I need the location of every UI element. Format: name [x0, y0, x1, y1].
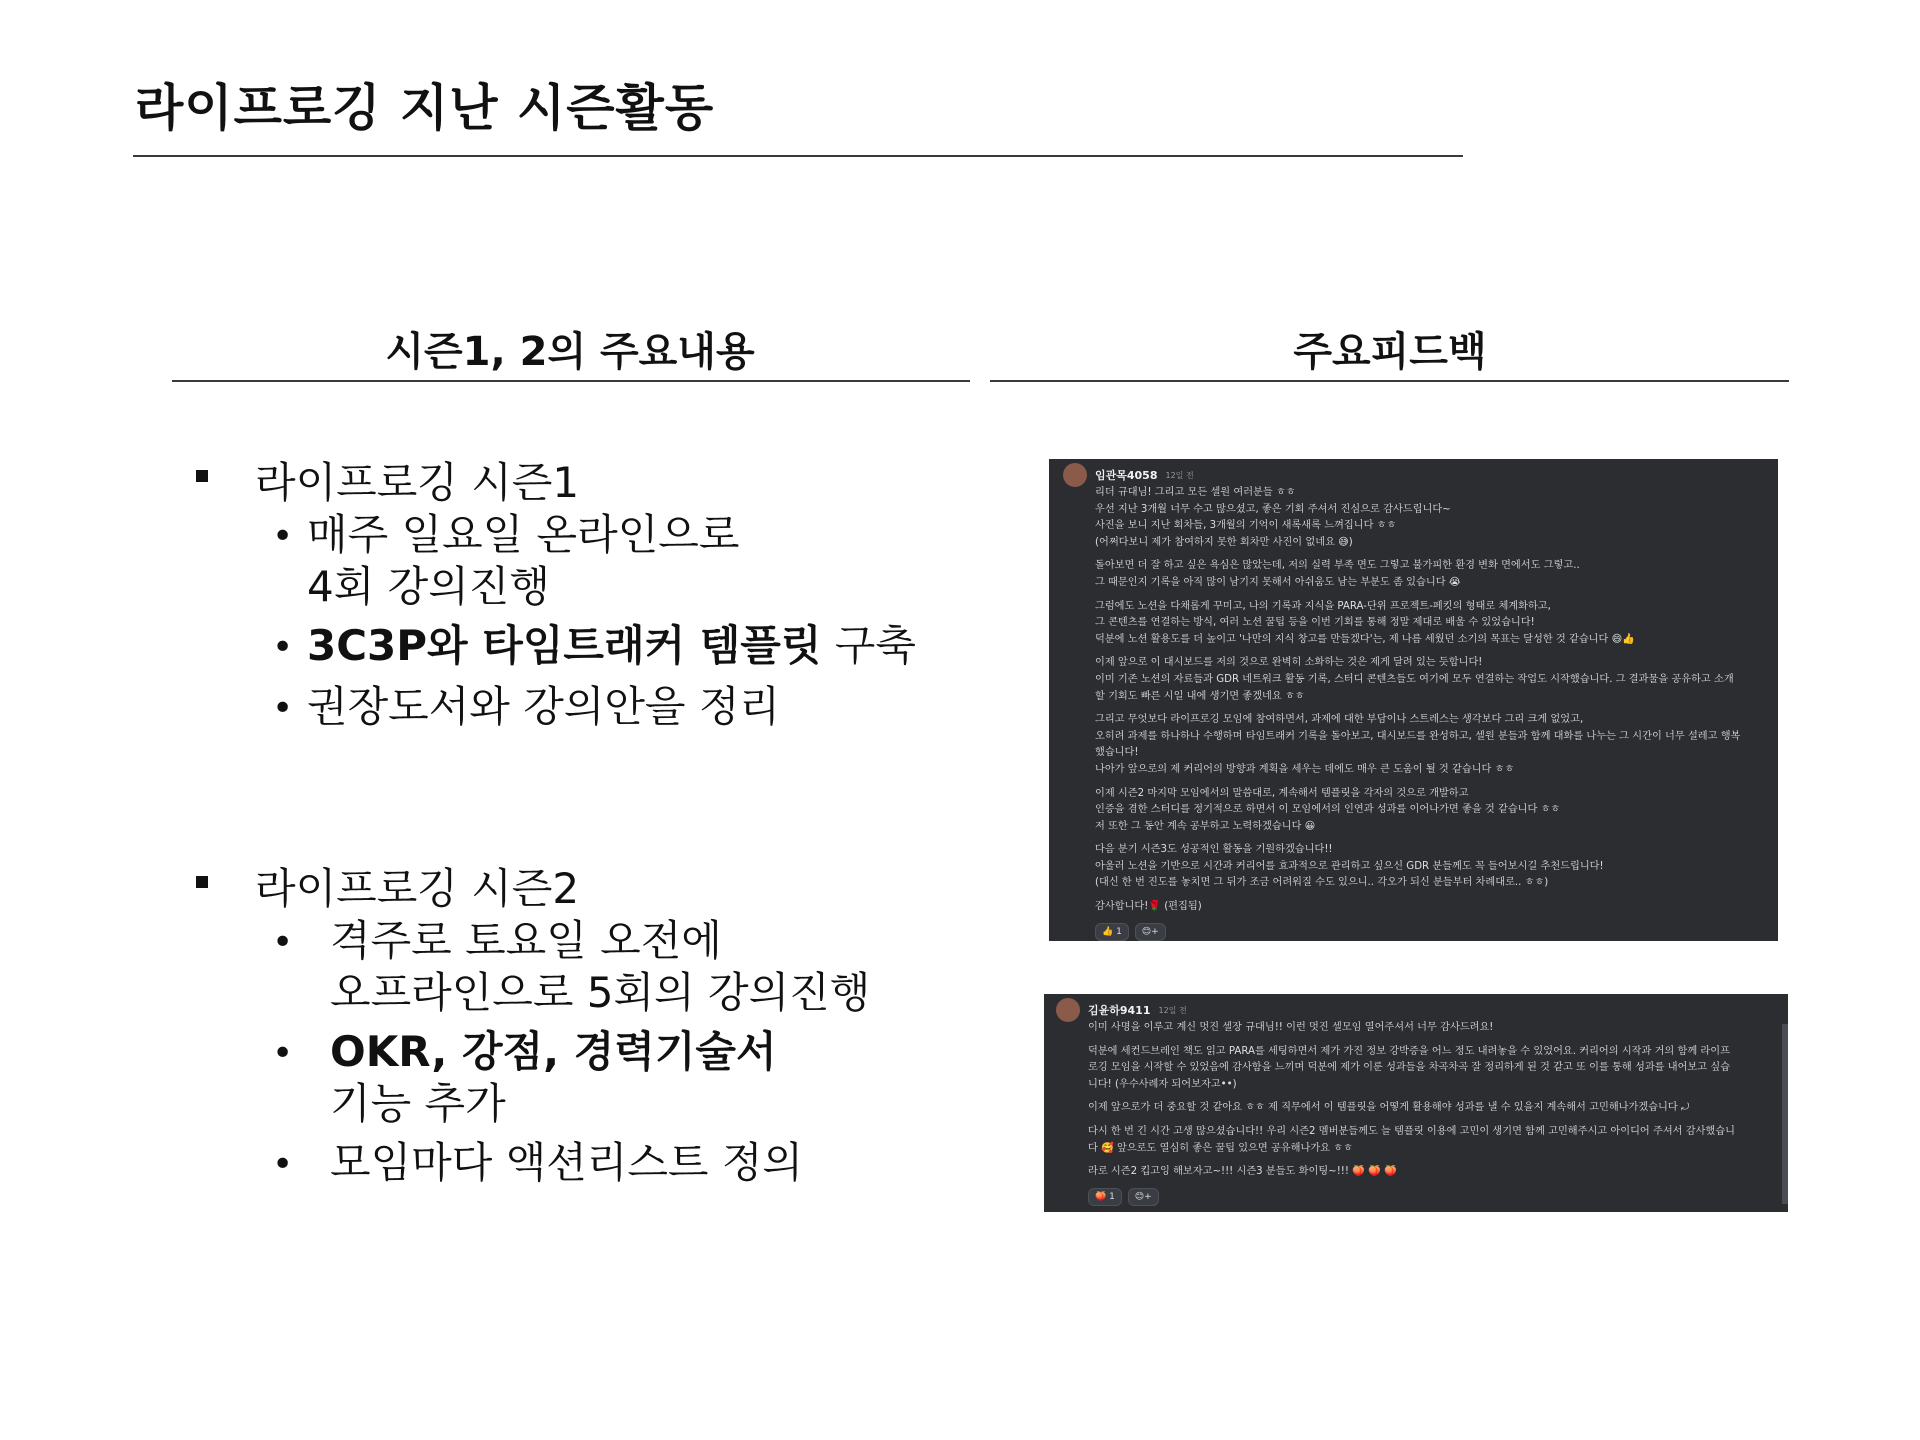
- avatar: [1063, 463, 1087, 487]
- season1-item2: [307, 620, 916, 672]
- comment-paragraph: 라로 시즌2 킵고잉 해보자고~!!! 시즌3 분들도 화이팅~!!! 🍑 🍑 🍑: [1088, 1166, 1397, 1178]
- comment-paragraph: 다음 분기 시즌3도 성공적인 활동을 기원하겠습니다!! 아울러 노션을 기반으로 시간과 커리어를 효과적으로 관리하고 싶으신 GDR 분들께도 꼭 들어보시길 추천드립니다! (대신 한 번 진도를 놓치면 그 뒤가 조금 어려워질 수도 있으니.. 각오가 되신 분들부터 차례대로.. ㅎㅎ): [1095, 844, 1604, 889]
- comment-paragraph: 돌아보면 더 잘 하고 싶은 욕심은 많았는데, 저의 실력 부족 면도 그렇고 불가피한 환경 변화 면에서도 그렇고.. 그 때문인지 기록을 아직 많이 남기지 못해서 아쉬움도 남는 부분도 좀 있습니다 😭: [1095, 560, 1580, 588]
- comment-time: 12일 전: [1165, 470, 1194, 480]
- season2-item3: 모임마다 액션리스트 정의: [330, 1138, 803, 1187]
- comment-paragraph: 그럼에도 노션을 다채롭게 꾸미고, 나의 기록과 지식을 PARA-단위 프로젝트-페킷의 형태로 체계화하고, 그 콘텐츠를 연결하는 방식, 여러 노션 꿀팁 등을 이번 기회를 통해 정말 제대로 배울 수 있었습니다! 덕분에 노션 활용도를 더 높이고 '나만의 지식 창고를 만들겠다'는, 제 나름 세웠던 소기의 목표는 달성한 것 같습니다 😄👍: [1095, 600, 1635, 645]
- reaction-row: [1095, 923, 1768, 941]
- season2-item1-line1: 격주로 토요일 오전에: [330, 916, 722, 965]
- comment-paragraph: 덕분에 세컨드브레인 책도 읽고 PARA를 세팅하면서 제가 가진 정보 강박증을 어느 정도 내려놓을 수 있었어요. 커리어의 시작과 거의 함께 라이프 로깅 모임을 시작할 수 있었음에 감사함을 느끼며 덕분에 제가 이룬 성과들을 차곡차곡 잘 정리하게 된 것 같고 또 이를 통해 성과를 내어보고 싶습 니다! (우수사례자 되어보자고••): [1088, 1045, 1731, 1090]
- season2-item2-line2: 기능 추가: [330, 1079, 506, 1128]
- round-bullet-icon: •: [272, 627, 294, 668]
- square-bullet-icon: [196, 876, 208, 888]
- page-title: 라이프로깅 지난 시즌활동: [135, 79, 715, 137]
- season2-item1-line2: 오프라인으로 5회의 강의진행: [330, 968, 871, 1017]
- season1-item2-rest: 구축: [821, 621, 916, 670]
- comment-paragraph: 리더 규대님! 그리고 모든 셀원 여러분들 ㅎㅎ 우선 지난 3개월 너무 수고 많으셨고, 좋은 기회 주셔서 진심으로 감사드립니다~ 사진을 보니 지난 회차들, 3개월의 기억이 새록새록 느껴집니다 ㅎㅎ (어쩌다보니 제가 참여하지 못한 회차만 사진이 없네요 😅): [1095, 487, 1451, 548]
- round-bullet-icon: •: [272, 1033, 294, 1074]
- square-bullet-icon: [196, 470, 208, 482]
- comment-header: [1056, 1000, 1778, 1020]
- title-divider: [133, 155, 1463, 157]
- comment-username: 임관목4058: [1095, 469, 1158, 482]
- right-column-heading: 주요피드백: [1293, 329, 1487, 375]
- comment-paragraph: 그리고 무엇보다 라이프로깅 모임에 참여하면서, 과제에 대한 부담이나 스트레스는 생각보다 그리 크게 없었고, 오히려 과제를 하나하나 수행하며 타임트래커 기록을 돌아보고, 대시보드를 완성하고, 셀원 분들과 함께 대화를 나누는 그 시간이 너무 설레고 행복 했습니다! 나아가 앞으로의 제 커리어의 방향과 계획을 세우는 데에도 매우 큰 도움이 될 것 같습니다 ㅎㅎ: [1095, 714, 1741, 775]
- comment-username: 김윤하9411: [1088, 1004, 1151, 1017]
- reaction-chip[interactable]: 🍑 1: [1088, 1188, 1122, 1206]
- comment-paragraph: 이제 시즌2 마지막 모임에서의 말씀대로, 계속해서 템플릿을 각자의 것으로 개발하고 인증을 겸한 스터디를 정기적으로 하면서 이 모임에서의 인연과 성과를 이어나가면 좋을 것 같습니다 ㅎㅎ 저 또한 그 동안 계속 공부하고 노력하겠습니다 😀: [1095, 787, 1561, 832]
- left-column-heading: 시즌1, 2의 주요내용: [385, 329, 755, 375]
- comment-body: [1088, 1020, 1778, 1181]
- reaction-chip[interactable]: 😊+: [1135, 923, 1166, 941]
- season1-item1-line2: 4회 강의진행: [307, 562, 550, 611]
- feedback-screenshot-1: [1049, 459, 1778, 941]
- round-bullet-icon: •: [272, 688, 294, 729]
- comment-paragraph: 감사합니다!🌹 (편집됨): [1095, 901, 1202, 913]
- season1-item3: 권장도서와 강의안을 정리: [307, 682, 780, 731]
- left-column-divider: [172, 380, 970, 382]
- reaction-row: [1088, 1188, 1778, 1206]
- comment-body: [1095, 485, 1768, 916]
- comment-paragraph: 이제 앞으로 이 대시보드를 저의 것으로 완벽히 소화하는 것은 제게 달려 있는 듯합니다! 이미 기존 노션의 자료들과 GDR 네트워크 활동 기록, 스터디 콘텐츠들도 여기에 모두 연결하는 작업도 시작했습니다. 그 결과물을 공유하고 소개 할 기회도 빠른 시일 내에 생기면 좋겠네요 ㅎㅎ: [1095, 657, 1734, 702]
- comment-paragraph: 다시 한 번 긴 시간 고생 많으셨습니다!! 우리 시즌2 멤버분들께도 늘 템플릿 이용에 고민이 생기면 함께 고민해주시고 아이디어 주셔서 감사했습니 다 🥰 앞으로도 열심히 좋은 꿀팁 있으면 공유해나가요 ㅎㅎ: [1088, 1125, 1735, 1154]
- season1-item2-bold: 3C3P와 타임트래커 템플릿: [307, 621, 822, 670]
- round-bullet-icon: •: [272, 1144, 294, 1185]
- reaction-chip[interactable]: 😊+: [1128, 1188, 1159, 1206]
- season1-item1-line1: 매주 일요일 온라인으로: [307, 510, 740, 559]
- scrollbar: [1782, 1024, 1788, 1204]
- season2-label: 라이프로깅 시즌2: [255, 864, 580, 913]
- reaction-chip[interactable]: 👍 1: [1095, 923, 1129, 941]
- round-bullet-icon: •: [272, 922, 294, 963]
- right-column-divider: [990, 380, 1789, 382]
- avatar: [1056, 998, 1080, 1022]
- round-bullet-icon: •: [272, 516, 294, 557]
- comment-paragraph: 이제 앞으로가 더 중요할 것 같아요 ㅎㅎ 제 직무에서 이 템플릿을 어떻게 활용해야 성과를 낼 수 있을지 계속해서 고민해나가겠습니다 ⤾: [1088, 1102, 1690, 1114]
- feedback-screenshot-2: [1044, 994, 1788, 1212]
- season1-label: 라이프로깅 시즌1: [255, 458, 580, 507]
- comment-header: [1063, 465, 1768, 485]
- season2-item2-bold: OKR, 강점, 경력기술서: [330, 1027, 777, 1076]
- comment-time: 12일 전: [1158, 1005, 1187, 1015]
- comment-paragraph: 이미 사명을 이루고 계신 멋진 셀장 규대님!! 이런 멋진 셀모임 열어주셔서 너무 감사드려요!: [1088, 1022, 1494, 1033]
